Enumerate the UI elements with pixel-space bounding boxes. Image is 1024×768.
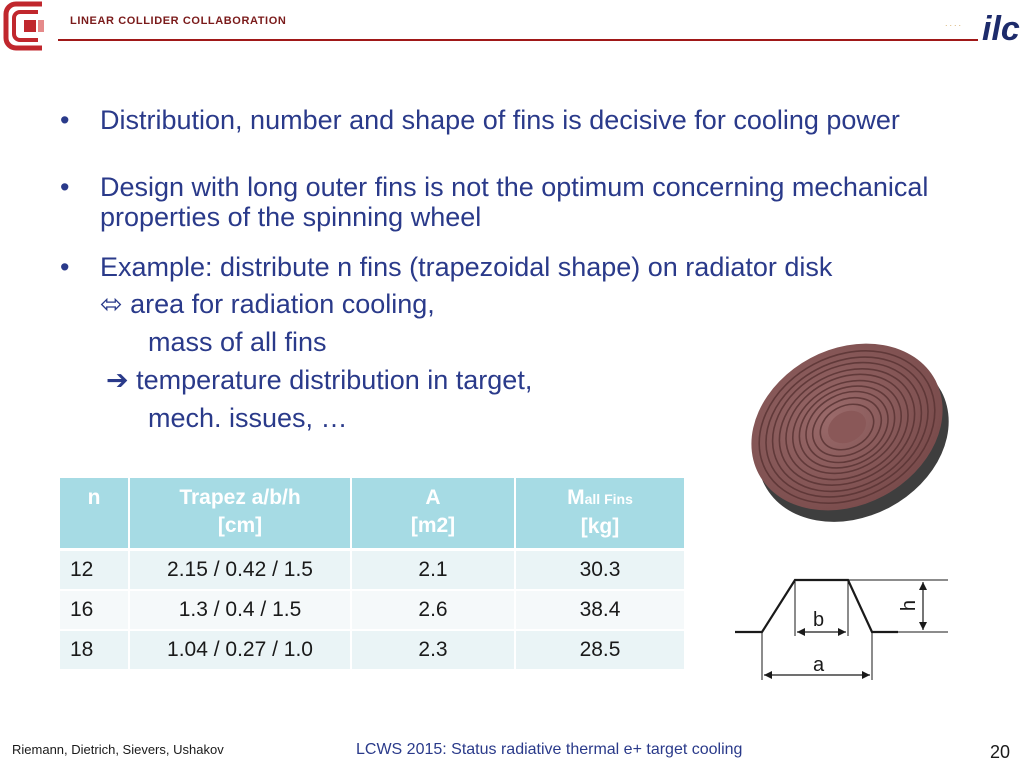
table-header-row: [60, 478, 684, 551]
label-b: b: [813, 609, 825, 631]
cell-n: 18: [60, 631, 130, 671]
cell-trapez: 1.04 / 0.27 / 1.0: [130, 631, 352, 671]
table-row: [60, 591, 684, 631]
lcc-logo-icon: [2, 0, 54, 52]
sub-line-area: ⬄ area for radiation cooling,: [100, 289, 435, 319]
org-name: LINEAR COLLIDER COLLABORATION: [70, 15, 287, 27]
sub-line-temperature: ➔ temperature distribution in target,: [106, 365, 533, 395]
col-header-trapez: Trapez a/b/h [cm]: [130, 478, 352, 551]
bullet-marker: •: [60, 172, 70, 202]
footer-authors: Riemann, Dietrich, Sievers, Ushakov: [12, 742, 224, 757]
cell-area: 2.6: [352, 591, 516, 631]
cell-n: 16: [60, 591, 130, 631]
label-h: h: [898, 599, 921, 612]
col-header-area: A [m2]: [352, 478, 516, 551]
bullet-text: Example: distribute n fins (trapezoidal shape) on radiator disk: [100, 252, 833, 282]
bullet-text: Design with long outer fins is not the optimum concerning mechanical properties of the spinning wheel: [100, 172, 929, 232]
page-number: 20: [990, 742, 1011, 762]
table-row: [60, 551, 684, 591]
cell-n: 12: [60, 551, 130, 591]
cell-mass: 38.4: [516, 591, 684, 631]
ilc-logo-text: ilc: [982, 10, 1020, 48]
bullet-item-2: [60, 172, 980, 234]
cell-trapez: 1.3 / 0.4 / 1.5: [130, 591, 352, 631]
trapezoid-diagram: [730, 572, 960, 682]
header-divider: [58, 39, 978, 41]
label-a: a: [813, 654, 825, 676]
bullet-text: Distribution, number and shape of fins is decisive for cooling power: [100, 105, 900, 135]
cell-mass: 28.5: [516, 631, 684, 671]
footer-title: LCWS 2015: Status radiative thermal e+ target cooling: [356, 741, 743, 758]
sub-line-mass: mass of all fins: [148, 327, 327, 357]
radiator-disk-image: [740, 330, 955, 525]
col-header-mass: Mall Fins [kg]: [516, 478, 684, 551]
cell-area: 2.3: [352, 631, 516, 671]
cell-area: 2.1: [352, 551, 516, 591]
fin-table: [60, 478, 684, 671]
bullet-marker: •: [60, 252, 70, 282]
bullet-item-1: [60, 105, 980, 167]
cell-trapez: 2.15 / 0.42 / 1.5: [130, 551, 352, 591]
cell-mass: 30.3: [516, 551, 684, 591]
ilc-dots: ....: [945, 18, 964, 28]
trapezoid-shape: [730, 572, 960, 682]
sub-line-mech: mech. issues, …: [148, 403, 348, 433]
bullet-marker: •: [60, 105, 70, 135]
bullet-item-3: [60, 252, 980, 284]
table-row: [60, 631, 684, 671]
col-header-n: n: [60, 478, 130, 551]
ilc-logo-icon: [980, 2, 1020, 48]
